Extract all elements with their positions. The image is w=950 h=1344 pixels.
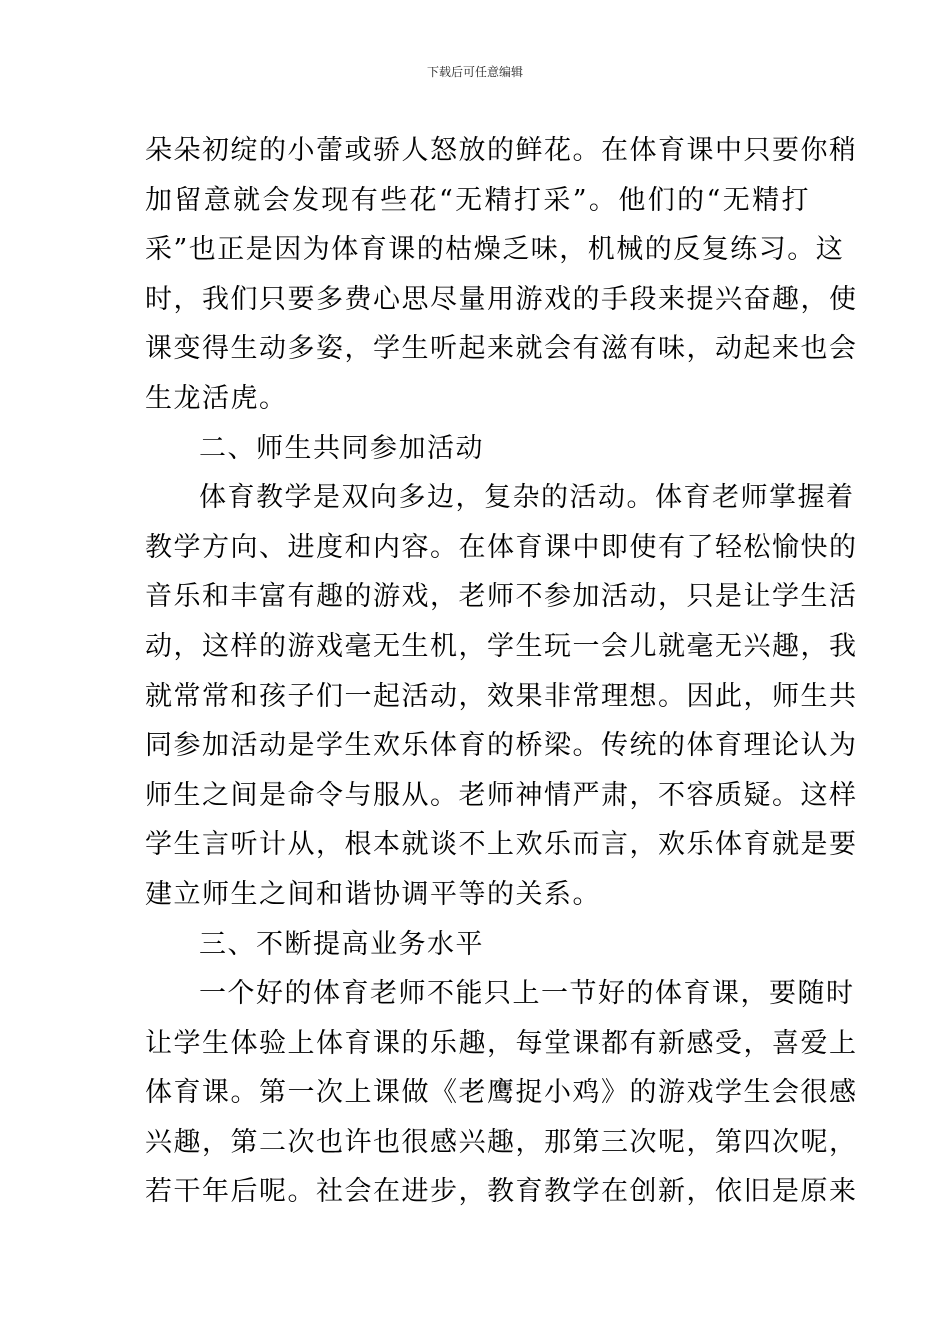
text-line: 动，这样的游戏毫无生机，学生玩一会儿就毫无兴趣，我 bbox=[145, 630, 858, 662]
text-line: 课变得生动多姿，学生听起来就会有滋有味，动起来也会 bbox=[145, 333, 858, 365]
section-heading: 二、师生共同参加活动 bbox=[199, 432, 484, 464]
text-line: 一个好的体育老师不能只上一节好的体育课，要随时 bbox=[199, 978, 855, 1010]
text-line: 采”也正是因为体育课的枯燥乏味，机械的反复练习。这 bbox=[145, 234, 845, 266]
text-line: 建立师生之间和谐协调平等的关系。 bbox=[145, 878, 601, 910]
page-header: 下载后可任意编辑 bbox=[426, 65, 523, 79]
text-line: 学生言听计从，根本就谈不上欢乐而言，欢乐体育就是要 bbox=[145, 829, 858, 861]
text-line: 生龙活虎。 bbox=[145, 382, 288, 414]
text-line: 同参加活动是学生欢乐体育的桥梁。传统的体育理论认为 bbox=[145, 730, 858, 762]
text-line: 让学生体验上体育课的乐趣，每堂课都有新感受，喜爱上 bbox=[145, 1027, 858, 1059]
text-line: 时，我们只要多费心思尽量用游戏的手段来提兴奋趣，使 bbox=[145, 283, 858, 315]
text-line: 兴趣，第二次也许也很感兴趣，那第三次呢，第四次呢， bbox=[145, 1126, 858, 1158]
section-heading: 三、不断提高业务水平 bbox=[199, 928, 484, 960]
text-line: 体育课。第一次上课做《老鹰捉小鸡》的游戏学生会很感 bbox=[145, 1077, 858, 1109]
document-body bbox=[145, 126, 858, 1217]
text-line: 就常常和孩子们一起活动，效果非常理想。因此，师生共 bbox=[145, 680, 858, 712]
text-line: 体育教学是双向多边，复杂的活动。体育老师掌握着 bbox=[199, 482, 855, 514]
text-line: 音乐和丰富有趣的游戏，老师不参加活动，只是让学生活 bbox=[145, 581, 858, 613]
text-line: 加留意就会发现有些花“无精打采”。他们的“无精打 bbox=[145, 184, 810, 216]
text-line: 朵朵初绽的小蕾或骄人怒放的鲜花。在体育课中只要你稍 bbox=[145, 135, 858, 166]
text-line: 师生之间是命令与服从。老师神情严肃，不容质疑。这样 bbox=[145, 779, 858, 811]
text-line: 若干年后呢。社会在进步，教育教学在创新，依旧是原来 bbox=[145, 1176, 858, 1208]
text-line: 教学方向、进度和内容。在体育课中即使有了轻松愉快的 bbox=[145, 531, 858, 563]
